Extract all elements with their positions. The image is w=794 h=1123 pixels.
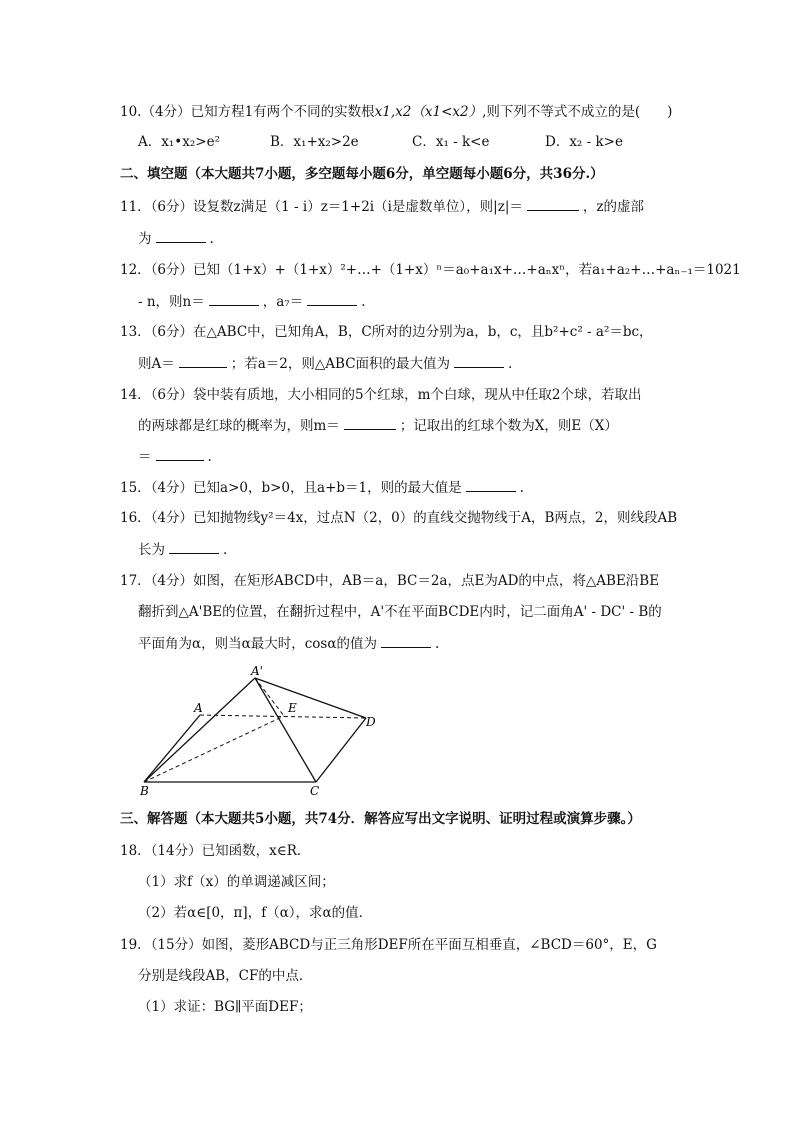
- option-b: B．x₁+x₂>2e: [270, 134, 359, 150]
- question-number: 14．: [120, 387, 151, 403]
- question-text: 长为: [138, 542, 165, 558]
- question-text: ，a₇＝: [262, 294, 304, 310]
- question-18-part-1: （1）求f（x）的单调递减区间；: [138, 874, 335, 890]
- answer-blank[interactable]: [156, 447, 204, 461]
- question-text: 袋中装有质地，大小相同的5个红球，m个白球，现从中任取2个球，若取出: [193, 387, 642, 403]
- question-number: 16．: [120, 510, 151, 526]
- label-a: A: [194, 701, 203, 715]
- question-text: 则A＝: [138, 356, 175, 372]
- question-17-continued-2: [138, 634, 439, 653]
- answer-blank[interactable]: [454, 354, 504, 368]
- edge-a1d: [255, 678, 366, 718]
- question-text-tail: .: [508, 356, 513, 372]
- question-score: （4分）: [150, 480, 194, 496]
- question-number: 10.: [120, 104, 142, 120]
- question-text: 平面角为α，则当α最大时，cosα的值为: [138, 636, 377, 652]
- option-c: C．x₁ - k<e: [412, 134, 490, 150]
- edge-ad: [200, 715, 366, 718]
- question-text: 已知a>0，b>0，且a+b＝1，则的最大值是: [193, 480, 462, 496]
- question-text: 为: [138, 231, 152, 247]
- question-17-continued: [138, 603, 662, 621]
- label-e: E: [288, 701, 297, 715]
- question-19-part-1: （1）求证：BG∥平面DEF；: [138, 999, 312, 1015]
- question-text: 已知方程1有两个不同的实数根: [190, 104, 375, 120]
- question-17: [120, 572, 659, 590]
- answer-blank[interactable]: [527, 197, 579, 211]
- question-score: （6分）: [150, 324, 194, 340]
- question-score: （15分）: [150, 937, 202, 953]
- question-18-part-2: （2）若α∈[0，π]，f（α），求α的值．: [138, 905, 373, 921]
- question-13-continued: [138, 354, 512, 373]
- question-text: 已知函数，x∈R．: [201, 843, 311, 859]
- question-text-tail: ，z的虚部: [582, 199, 645, 215]
- question-number: 11．: [120, 199, 151, 215]
- question-12: [120, 261, 741, 279]
- question-score: （6分）: [150, 199, 194, 215]
- question-text: 如图，菱形ABCD与正三角形DEF所在平面互相垂直，∠BCD＝60°，E，G: [201, 937, 657, 953]
- question-roots: x1,x2（x1<x2）: [374, 104, 483, 120]
- edge-cd: [316, 718, 366, 782]
- question-10: [120, 103, 672, 121]
- question-14-continued-2: [138, 447, 212, 466]
- answer-blank[interactable]: [381, 634, 431, 648]
- question-19-continued: 分别是线段AB，CF的中点．: [138, 968, 313, 984]
- answer-blank[interactable]: [344, 416, 396, 430]
- question-text-tail: .: [209, 231, 214, 247]
- question-number: 19．: [120, 937, 151, 953]
- answer-blank[interactable]: [169, 540, 219, 554]
- question-text: 翻折到△A'BE的位置，在翻折过程中，A'不在平面BCDE内时，记二面角A' - DC' - B的: [138, 604, 662, 620]
- question-text: 设复数z满足（1 - i）z＝1+2i（i是虚数单位），则|z|＝: [193, 199, 523, 215]
- edge-ba: [144, 715, 200, 782]
- edge-a1c: [255, 678, 316, 782]
- question-12-continued: [138, 292, 366, 311]
- question-score: （4分）: [150, 573, 194, 589]
- answer-blank[interactable]: [209, 292, 259, 306]
- question-score: （6分）: [150, 387, 194, 403]
- question-text-tail: .: [223, 542, 228, 558]
- question-text: ；若a＝2，则△ABC面积的最大值为: [230, 356, 451, 372]
- question-text: 在△ABC中，已知角A，B，C所对的边分别为a，b，c，且b²+c² - a²＝bc，: [193, 324, 653, 340]
- question-text-tail: .: [434, 636, 440, 652]
- question-text-tail: .: [361, 294, 366, 310]
- question-text-tail: .: [207, 449, 212, 465]
- question-18: [120, 842, 310, 860]
- question-score: （4分）: [150, 510, 194, 526]
- question-number: 17．: [120, 573, 151, 589]
- question-16: [120, 509, 677, 527]
- question-text: ＝: [138, 449, 152, 465]
- option-d: D．x₂ - k>e: [545, 134, 623, 150]
- question-text: 如图，在矩形ABCD中，AB＝a，BC＝2a，点E为AD的中点，将△ABE沿BE: [193, 573, 660, 589]
- question-text: - n，则n＝: [138, 294, 205, 310]
- question-number: 15．: [120, 480, 151, 496]
- section-heading-solutions: 三、解答题（本大题共5小题，共74分．解答应写出文字说明、证明过程或演算步骤。）: [120, 811, 641, 827]
- question-number: 18．: [120, 843, 151, 859]
- question-15: [120, 478, 524, 497]
- section-heading-fill-in: 二、填空题（本大题共7小题，多空题每小题6分，单空题每小题6分，共36分.）: [120, 166, 604, 182]
- question-text: 的两球都是红球的概率为，则m＝: [138, 418, 340, 434]
- answer-blank[interactable]: [179, 354, 227, 368]
- question-14-continued: [138, 416, 618, 435]
- answer-blank[interactable]: [307, 292, 357, 306]
- edge-ba1: [144, 678, 255, 782]
- label-d: D: [366, 715, 376, 729]
- question-16-continued: [138, 540, 227, 559]
- question-score: （14分）: [150, 843, 202, 859]
- question-text-tail: .: [519, 480, 524, 496]
- question-text: 已知（1+x）+（1+x）²+…+（1+x）ⁿ＝a₀+a₁x+…+aₙxⁿ，若a₁+a₂+…+aₙ₋₁＝1021: [193, 262, 741, 278]
- option-a: A．x₁•x₂>e²: [138, 134, 220, 150]
- label-c: C: [310, 784, 320, 798]
- geometry-figure: [130, 664, 390, 800]
- question-19: [120, 936, 657, 954]
- question-text: ；记取出的红球个数为X，则E（X）: [399, 418, 618, 434]
- question-text-tail: ,则下列不等式不成立的是( ): [482, 104, 673, 120]
- question-14: [120, 386, 642, 404]
- question-number: 13．: [120, 324, 151, 340]
- question-number: 12．: [120, 262, 151, 278]
- answer-blank[interactable]: [466, 478, 516, 492]
- question-score: （4分）: [141, 104, 191, 120]
- question-11-continued: [138, 229, 214, 248]
- question-13: [120, 323, 653, 341]
- edge-be: [144, 716, 284, 782]
- question-score: （6分）: [150, 262, 194, 278]
- question-text: 已知抛物线y²＝4x，过点N（2，0）的直线交抛物线于A，B两点，2，则线段AB: [193, 510, 678, 526]
- answer-blank[interactable]: [156, 229, 206, 243]
- question-11: [120, 197, 644, 216]
- label-b: B: [140, 784, 149, 798]
- label-a-prime: A': [251, 664, 263, 678]
